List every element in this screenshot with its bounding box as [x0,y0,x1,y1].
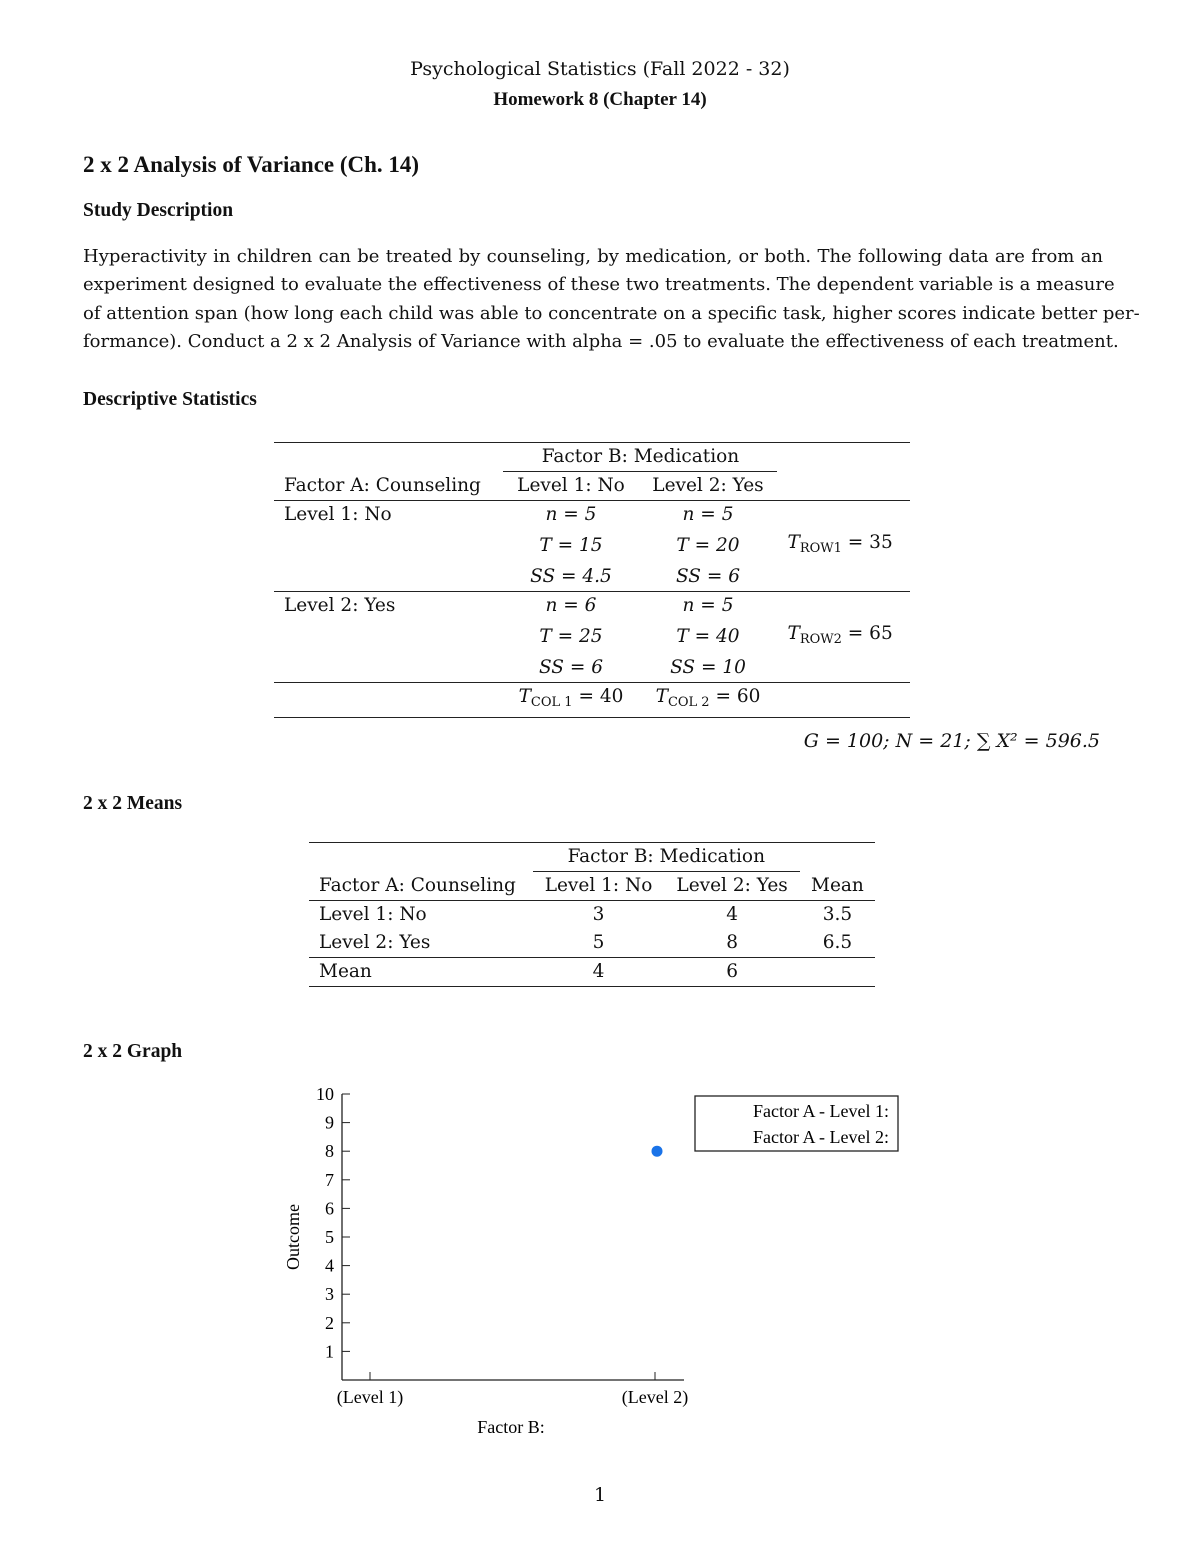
y-tick-label: 9 [325,1112,334,1133]
means-table [309,842,875,987]
y-tick-label: 2 [325,1312,334,1333]
cell-n: n = 5 [682,504,734,525]
cell-value: 4 [726,904,738,925]
col-header-level2: Level 2: Yes [676,875,788,896]
data-point [652,1146,663,1157]
course-title: Psychological Statistics (Fall 2022 - 32) [410,58,790,80]
cell-mean: 6.5 [822,932,853,953]
y-tick-label: 7 [325,1169,334,1190]
legend-entry: Factor A - Level 1: [753,1101,889,1121]
y-tick-label: 6 [325,1198,334,1219]
descriptive-heading: Descriptive Statistics [83,389,257,410]
cell-ss: SS = 10 [670,657,746,678]
x-tick-label: (Level 1) [336,1387,404,1407]
cell-mean: 3.5 [822,904,853,925]
col-header-level2: Level 2: Yes [652,475,764,496]
homework-title: Homework 8 (Chapter 14) [493,89,707,110]
x-axis-label: Factor B: [477,1417,545,1437]
study-description [83,243,1140,356]
interaction-graph [0,1070,1200,1530]
y-tick-label: 1 [325,1341,334,1362]
cell-t: T = 15 [539,535,603,556]
study-heading: Study Description [83,200,234,221]
grand-totals: G = 100; N = 21; ∑ X² = 596.5 [803,730,1100,752]
cell-t: T = 20 [676,535,740,556]
cell-value: 8 [726,932,738,953]
row-label: Level 1: No [284,504,392,525]
cell-n: n = 5 [682,595,734,616]
cell-ss: SS = 6 [538,657,604,678]
y-tick-label: 4 [325,1255,334,1276]
factor-b-header: Factor B: Medication [503,443,777,472]
cell-t: T = 40 [676,626,740,647]
row-label: Mean [319,961,372,982]
cell-n: n = 6 [545,595,597,616]
y-tick-label: 3 [325,1284,334,1305]
x-tick-label: (Level 2) [621,1387,689,1407]
col-header-level1: Level 1: No [544,875,653,896]
graph-heading: 2 x 2 Graph [83,1041,183,1062]
col-total: $T_{COL 2} = 60$ [655,686,761,710]
study-line: formance). Conduct a 2 x 2 Analysis of Variance with alpha = .05 to evaluate the effectiveness of each treatment. [83,330,1119,352]
cell-n: n = 5 [545,504,597,525]
study-line: Hyperactivity in children can be treated by counseling, by medication, or both. The following data are from an [83,246,1103,267]
col-header-mean: Mean [811,874,864,896]
y-tick-label: 10 [316,1084,334,1104]
col-total: $T_{COL 1} = 40$ [518,686,624,710]
cell-t: T = 25 [539,626,603,647]
cell-mean [800,958,875,987]
factor-b-header: Factor B: Medication [533,843,800,872]
page-number: 1 [593,1484,607,1506]
means-heading: 2 x 2 Means [83,793,183,814]
descriptive-table [274,442,910,718]
cell-value: 3 [592,904,605,925]
study-line: of attention span (how long each child was able to concentrate on a specific task, higher scores indicate better per- [83,302,1140,324]
row-label: Level 1: No [319,904,427,925]
cell-value: 5 [592,932,605,953]
legend-entry: Factor A - Level 2: [753,1127,889,1147]
y-axis-label: Outcome [283,1204,303,1270]
factor-a-header: Factor A: Counseling [284,474,481,496]
row-total: $T_{ROW1} = 35$ [787,532,893,556]
cell-value: 6 [726,961,738,982]
cell-ss: SS = 4.5 [530,566,612,587]
cell-ss: SS = 6 [675,566,741,587]
row-total: $T_{ROW2} = 65$ [787,623,893,647]
y-tick-label: 5 [325,1227,334,1247]
row-label: Level 2: Yes [319,932,431,953]
row-label: Level 2: Yes [284,595,396,616]
section-title: 2 x 2 Analysis of Variance (Ch. 14) [83,152,420,177]
y-tick-label: 8 [325,1141,334,1162]
study-line: experiment designed to evaluate the effectiveness of these two treatments. The dependent variable is a measure [83,274,1115,296]
col-header-level1: Level 1: No [517,475,625,496]
factor-a-header: Factor A: Counseling [319,874,516,896]
cell-value: 4 [592,961,605,982]
